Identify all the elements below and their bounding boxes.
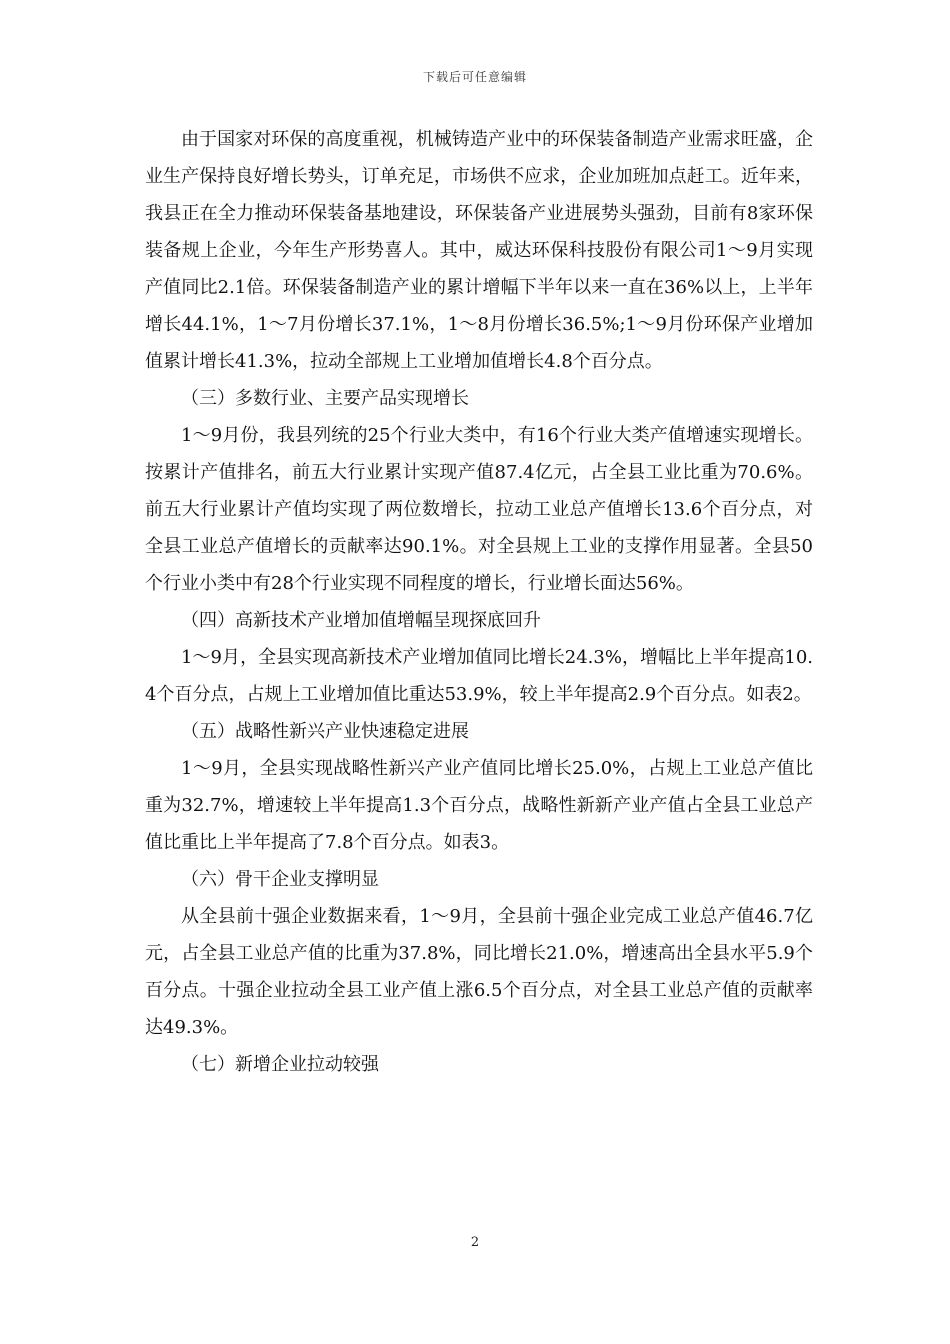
section-heading-6: （六）骨干企业支撑明显 xyxy=(181,869,379,890)
running-header: 下载后可任意编辑 xyxy=(422,70,527,84)
paragraph-strategic-industry: 1～9月，全县实现战略性新兴产业产值同比增长25.0%，占规上工业总产值比重为32.7%，增速较上半年提高1.3个百分点，战略性新新产业产值占全县工业总产值比重比上半年提高了7.8个百分点。如表3。 xyxy=(145,758,813,853)
paragraph-industry-growth: 1～9月份，我县列统的25个行业大类中，有16个行业大类产值增速实现增长。按累计产值排名，前五大行业累计实现产值87.4亿元，占全县工业比重为70.6%。前五大行业累计产值均实现了两位数增长，拉动工业总产值增长13.6个百分点，对全县工业总产值增长的贡献率达90.1%。对全县规上工业的支撑作用显著。全县50个行业小类中有28个行业实现不同程度的增长，行业增长面达56%。 xyxy=(145,425,813,594)
paragraph-top-ten-enterprises: 从全县前十强企业数据来看，1～9月，全县前十强企业完成工业总产值46.7亿元，占全县工业总产值的比重为37.8%，同比增长21.0%，增速高出全县水平5.9个百分点。十强企业拉动全县工业产值上涨6.5个百分点，对全县工业总产值的贡献率达49.3%。 xyxy=(145,906,813,1038)
section-heading-7: （七）新增企业拉动较强 xyxy=(181,1054,379,1075)
paragraph-environmental-equipment: 由于国家对环保的高度重视，机械铸造产业中的环保装备制造产业需求旺盛，企业生产保持良好增长势头，订单充足，市场供不应求，企业加班加点赶工。近年来，我县正在全力推动环保装备基地建设，环保装备产业进展势头强劲，目前有8家环保装备规上企业，今年生产形势喜人。其中，威达环保科技股份有限公司1～9月实现产值同比2.1倍。环保装备制造产业的累计增幅下半年以来一直在36%以上，上半年增长44.1%，1～7月份增长37.1%，1～8月份增长36.5%;1～9月份环保产业增加值累计增长41.3%，拉动全部规上工业增加值增长4.8个百分点。 xyxy=(145,129,813,372)
document-body xyxy=(145,121,813,1083)
section-heading-5: （五）战略性新兴产业快速稳定进展 xyxy=(181,721,469,742)
page-number: 2 xyxy=(470,1235,480,1250)
section-heading-3: （三）多数行业、主要产品实现增长 xyxy=(181,388,469,409)
paragraph-high-tech: 1～9月，全县实现高新技术产业增加值同比增长24.3%，增幅比上半年提高10.4个百分点，占规上工业增加值比重达53.9%，较上半年提高2.9个百分点。如表2。 xyxy=(145,647,813,705)
section-heading-4: （四）高新技术产业增加值增幅呈现探底回升 xyxy=(181,610,541,631)
